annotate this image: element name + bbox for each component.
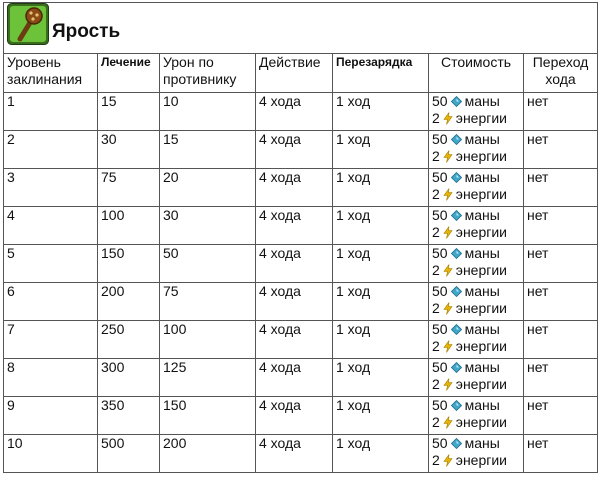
cost-mana-line [432,283,520,300]
cell-cooldown: 1 ход [333,397,429,435]
energy-unit: энергии [455,376,507,392]
mana-unit: маны [464,283,500,299]
cell-heal: 15 [98,93,160,131]
cell-duration: 4 хода [256,397,333,435]
cost-energy-line [432,148,520,165]
mana-gem-icon [451,210,462,221]
cell-damage: 30 [160,207,256,245]
cell-cost [429,93,524,131]
energy-amount: 2 [432,186,440,202]
cost-energy-line [432,224,520,241]
mana-amount: 50 [432,207,448,223]
table-row [4,359,598,397]
col-header-turn-pass: Переход хода [524,54,598,93]
table-row [4,397,598,435]
cell-cost [429,397,524,435]
cost-energy-line [432,300,520,317]
cell-duration: 4 хода [256,131,333,169]
rage-spell-icon [7,3,49,45]
mana-gem-icon [451,96,462,107]
cell-cooldown: 1 ход [333,93,429,131]
cost-mana-line [432,207,520,224]
mana-amount: 50 [432,321,448,337]
cost-energy-line [432,452,520,469]
cost-energy-line [432,262,520,279]
cell-damage: 125 [160,359,256,397]
energy-amount: 2 [432,414,440,430]
cell-level: 1 [4,93,98,131]
cell-cooldown: 1 ход [333,435,429,473]
cell-cost [429,169,524,207]
spell-table [3,2,598,473]
col-header-duration: Действие [256,54,333,93]
cost-energy-line [432,376,520,393]
cell-duration: 4 хода [256,245,333,283]
mana-unit: маны [464,207,500,223]
cell-level: 8 [4,359,98,397]
mana-amount: 50 [432,397,448,413]
energy-amount: 2 [432,224,440,240]
cell-turn-pass: нет [524,207,598,245]
cost-mana-line [432,435,520,452]
energy-amount: 2 [432,110,440,126]
cell-turn-pass: нет [524,397,598,435]
mana-amount: 50 [432,169,448,185]
cell-level: 10 [4,435,98,473]
energy-unit: энергии [455,452,507,468]
cell-level: 4 [4,207,98,245]
cell-cost [429,207,524,245]
energy-bolt-icon [443,150,453,163]
cost-energy-line [432,110,520,127]
cell-duration: 4 хода [256,207,333,245]
col-header-level: Уровень заклинания [4,54,98,93]
mana-unit: маны [464,435,500,451]
mana-gem-icon [451,400,462,411]
col-header-heal: Лечение [98,54,160,93]
cell-damage: 75 [160,283,256,321]
col-header-damage: Урон по противнику [160,54,256,93]
mana-gem-icon [451,438,462,449]
mana-unit: маны [464,93,500,109]
energy-unit: энергии [455,148,507,164]
mana-unit: маны [464,321,500,337]
cell-cost [429,435,524,473]
mana-gem-icon [451,324,462,335]
cost-mana-line [432,321,520,338]
cell-duration: 4 хода [256,435,333,473]
title-row [4,3,598,54]
energy-unit: энергии [455,110,507,126]
energy-bolt-icon [443,454,453,467]
cell-level: 2 [4,131,98,169]
cell-cooldown: 1 ход [333,359,429,397]
cell-heal: 250 [98,321,160,359]
cell-turn-pass: нет [524,169,598,207]
mana-amount: 50 [432,93,448,109]
cell-heal: 30 [98,131,160,169]
table-row [4,283,598,321]
mana-amount: 50 [432,359,448,375]
table-row [4,169,598,207]
title-wrap [7,3,120,45]
mana-gem-icon [451,172,462,183]
cell-level: 5 [4,245,98,283]
cell-heal: 75 [98,169,160,207]
mana-gem-icon [451,362,462,373]
energy-amount: 2 [432,148,440,164]
cell-duration: 4 хода [256,359,333,397]
cell-cooldown: 1 ход [333,207,429,245]
energy-bolt-icon [443,340,453,353]
energy-amount: 2 [432,452,440,468]
energy-unit: энергии [455,338,507,354]
energy-amount: 2 [432,338,440,354]
table-row [4,207,598,245]
mana-gem-icon [451,248,462,259]
energy-unit: энергии [455,262,507,278]
cell-damage: 50 [160,245,256,283]
energy-bolt-icon [443,416,453,429]
table-row [4,245,598,283]
cell-cost [429,245,524,283]
cell-cost [429,321,524,359]
cell-cooldown: 1 ход [333,131,429,169]
cost-mana-line [432,169,520,186]
col-header-cooldown: Перезарядка [333,54,429,93]
cell-heal: 100 [98,207,160,245]
energy-bolt-icon [443,188,453,201]
mana-gem-icon [451,286,462,297]
energy-bolt-icon [443,226,453,239]
cell-cooldown: 1 ход [333,321,429,359]
cell-level: 7 [4,321,98,359]
energy-amount: 2 [432,300,440,316]
cell-cost [429,283,524,321]
cell-duration: 4 хода [256,283,333,321]
cell-cooldown: 1 ход [333,283,429,321]
spell-title: Ярость [52,21,121,42]
mana-amount: 50 [432,131,448,147]
energy-unit: энергии [455,414,507,430]
cost-mana-line [432,245,520,262]
energy-bolt-icon [443,378,453,391]
cell-turn-pass: нет [524,283,598,321]
energy-unit: энергии [455,186,507,202]
cell-duration: 4 хода [256,93,333,131]
cell-damage: 100 [160,321,256,359]
cell-heal: 300 [98,359,160,397]
cell-level: 6 [4,283,98,321]
cell-damage: 15 [160,131,256,169]
mana-unit: маны [464,131,500,147]
cost-energy-line [432,414,520,431]
cell-heal: 200 [98,283,160,321]
cell-cooldown: 1 ход [333,245,429,283]
mana-amount: 50 [432,283,448,299]
cell-heal: 350 [98,397,160,435]
cell-damage: 10 [160,93,256,131]
energy-bolt-icon [443,264,453,277]
mana-amount: 50 [432,245,448,261]
energy-bolt-icon [443,302,453,315]
header-row [4,54,598,93]
cell-turn-pass: нет [524,321,598,359]
cost-mana-line [432,93,520,110]
table-row [4,93,598,131]
cell-turn-pass: нет [524,435,598,473]
cell-damage: 200 [160,435,256,473]
cell-duration: 4 хода [256,321,333,359]
cost-mana-line [432,359,520,376]
energy-unit: энергии [455,300,507,316]
title-cell [4,3,598,54]
cell-turn-pass: нет [524,245,598,283]
table-row [4,321,598,359]
cell-level: 3 [4,169,98,207]
energy-unit: энергии [455,224,507,240]
cell-heal: 500 [98,435,160,473]
energy-bolt-icon [443,112,453,125]
table-row [4,131,598,169]
energy-amount: 2 [432,262,440,278]
mana-unit: маны [464,397,500,413]
cell-damage: 20 [160,169,256,207]
mana-unit: маны [464,245,500,261]
cell-turn-pass: нет [524,131,598,169]
cell-level: 9 [4,397,98,435]
cell-cooldown: 1 ход [333,169,429,207]
cell-turn-pass: нет [524,359,598,397]
cost-mana-line [432,131,520,148]
cost-mana-line [432,397,520,414]
mana-unit: маны [464,169,500,185]
table-row [4,435,598,473]
col-header-cost: Стоимость [429,54,524,93]
cell-cost [429,131,524,169]
cell-duration: 4 хода [256,169,333,207]
cell-heal: 150 [98,245,160,283]
cost-energy-line [432,338,520,355]
mana-amount: 50 [432,435,448,451]
cell-damage: 150 [160,397,256,435]
cost-energy-line [432,186,520,203]
cell-cost [429,359,524,397]
mana-unit: маны [464,359,500,375]
cell-turn-pass: нет [524,93,598,131]
mana-gem-icon [451,134,462,145]
energy-amount: 2 [432,376,440,392]
